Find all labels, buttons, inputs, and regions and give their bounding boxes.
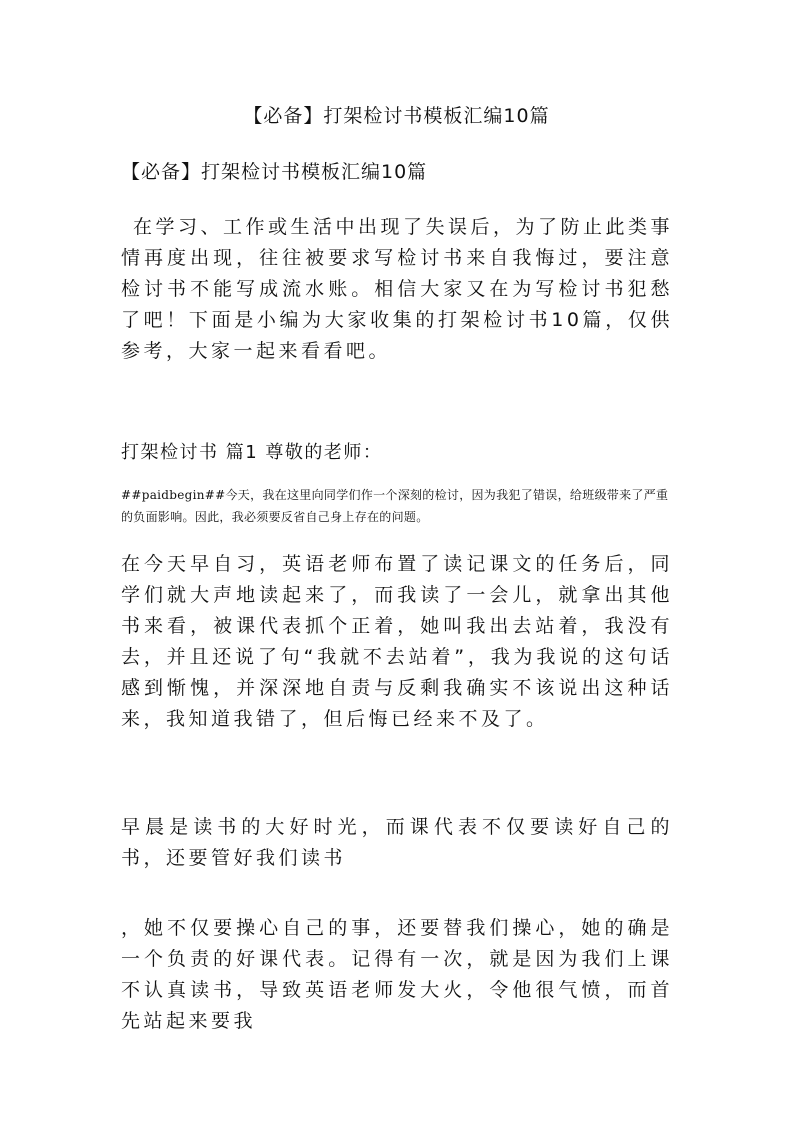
section-heading: 打架检讨书 篇1 尊敬的老师：: [121, 442, 383, 463]
intro-paragraph: 在学习、工作或生活中出现了失误后，为了防止此类事情再度出现，往往被要求写检讨书来自我悔过，要注意检讨书不能写成流水账。相信大家又在为写检讨书犯愁了吧！下面是小编为大家收集的打架检讨书10篇，仅供参考，大家一起来看看吧。: [121, 216, 674, 362]
paid-paragraph: ##paidbegin##今天，我在这里向同学们作一个深刻的检讨，因为我犯了错误，给班级带来了严重的负面影响。因此，我必须要反省自己身上存在的问题。: [121, 488, 669, 524]
responsible-paragraph: ，她不仅要操心自己的事，还要替我们操心，她的确是一个负责的好课代表。记得有一次，就是因为我们上课不认真读书，导致英语老师发大火，令他很气愤，而首先站起来要我: [121, 917, 673, 1032]
story-paragraph: 在今天早自习，英语老师布置了读记课文的任务后，同学们就大声地读起来了，而我读了一会儿，就拿出其他书来看，被课代表抓个正着，她叫我出去站着，我没有去，并且还说了句“我就不去站着”，我为我说的这句话感到惭愧，并深深地自责与反剩我确实不该说出这种话来，我知道我错了，但后悔已经来不及了。: [121, 553, 673, 730]
morning-paragraph: 早晨是读书的大好时光，而课代表不仅要读好自己的书，还要管好我们读书: [121, 816, 673, 869]
document-title: 【必备】打架检讨书模板汇编10篇: [243, 105, 550, 127]
document-subtitle: 【必备】打架检讨书模板汇编10篇: [121, 161, 428, 183]
